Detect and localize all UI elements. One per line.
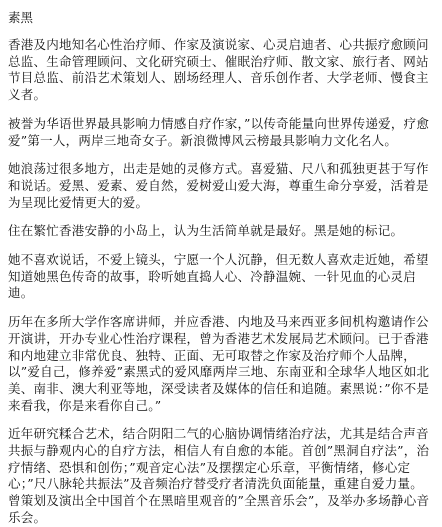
paragraph-lifestyle: 她浪荡过很多地方，出走是她的灵修方式。喜爱猫、尺八和孤独更甚于写作和说话。爱黑、爱素、爱自然，爱树爱山爱大海，尊重生命分享爱，活着是为呈现比爱情更大的爱。 bbox=[8, 161, 429, 210]
paragraph-personality: 她不喜欢说话，不爱上镜头，宁愿一个人沉静，但无数人喜欢走近她，希望知道她黑色传奇的故事，聆听她直捣人心、冷静温婉、一针见血的心灵启迪。 bbox=[8, 252, 429, 301]
paragraph-reputation: 被誉为华语世界最具影响力情感自疗作家，”以传奇能量向世界传递爱，疗愈爱”第一人，两岸三地奇女子。新浪微博风云榜最具影响力文化名人。 bbox=[8, 115, 430, 148]
page-title: 素黑 bbox=[8, 10, 34, 25]
paragraph-career: 历年在多所大学作客席讲师，并应香港、内地及马来西亚多间机构邀请作公开演讲，开办专业心性治疗课程，曾为香港艺术发展局艺术顾问。已于香港和内地建立非常优良、独特、正面、无可取替之作家及治疗师个人品牌，以”爱自己，修养爱”素黑式的爱风靡两岸三地、东南亚和全球华人地区如北美、南非、澳大利亚等地，深受读者及媒体的信任和追随。素黑说：”你不是来看我，你是来看你自己。” bbox=[8, 314, 430, 413]
paragraph-roles: 香港及内地知名心性治疗师、作家及演说家、心灵启迪者、心共振疗愈顾问总监、生命管理顾问、文化研究硕士、催眠治疗师、散文家、旅行者、网站节目总监、前沿艺术策划人、剧场经理人、音乐创作者、大学老师、慢食主义者。 bbox=[8, 37, 429, 103]
paragraph-residence: 住在繁忙香港安静的小岛上，认为生活简单就是最好。黑是她的标记。 bbox=[8, 223, 404, 239]
paragraph-research: 近年研究糅合艺术，结合阴阳二气的心脑协调情绪治疗法，尤其是结合声音共振与静观内心的自疗方法，相信人有自愈的本能。首创”黑洞自疗法”，治疗情绪、恐惧和创伤；”观音定心法”及摆摆定心乐章，平衡情绪，修心定心；”尺八脉轮共振法”及音频治疗替受疗者清洗负面能量，重建自爱力量。曾策划及演出全中国首个在黑暗里观音的”全黑音乐会”，及举办多场静心音乐会。 bbox=[8, 426, 430, 525]
